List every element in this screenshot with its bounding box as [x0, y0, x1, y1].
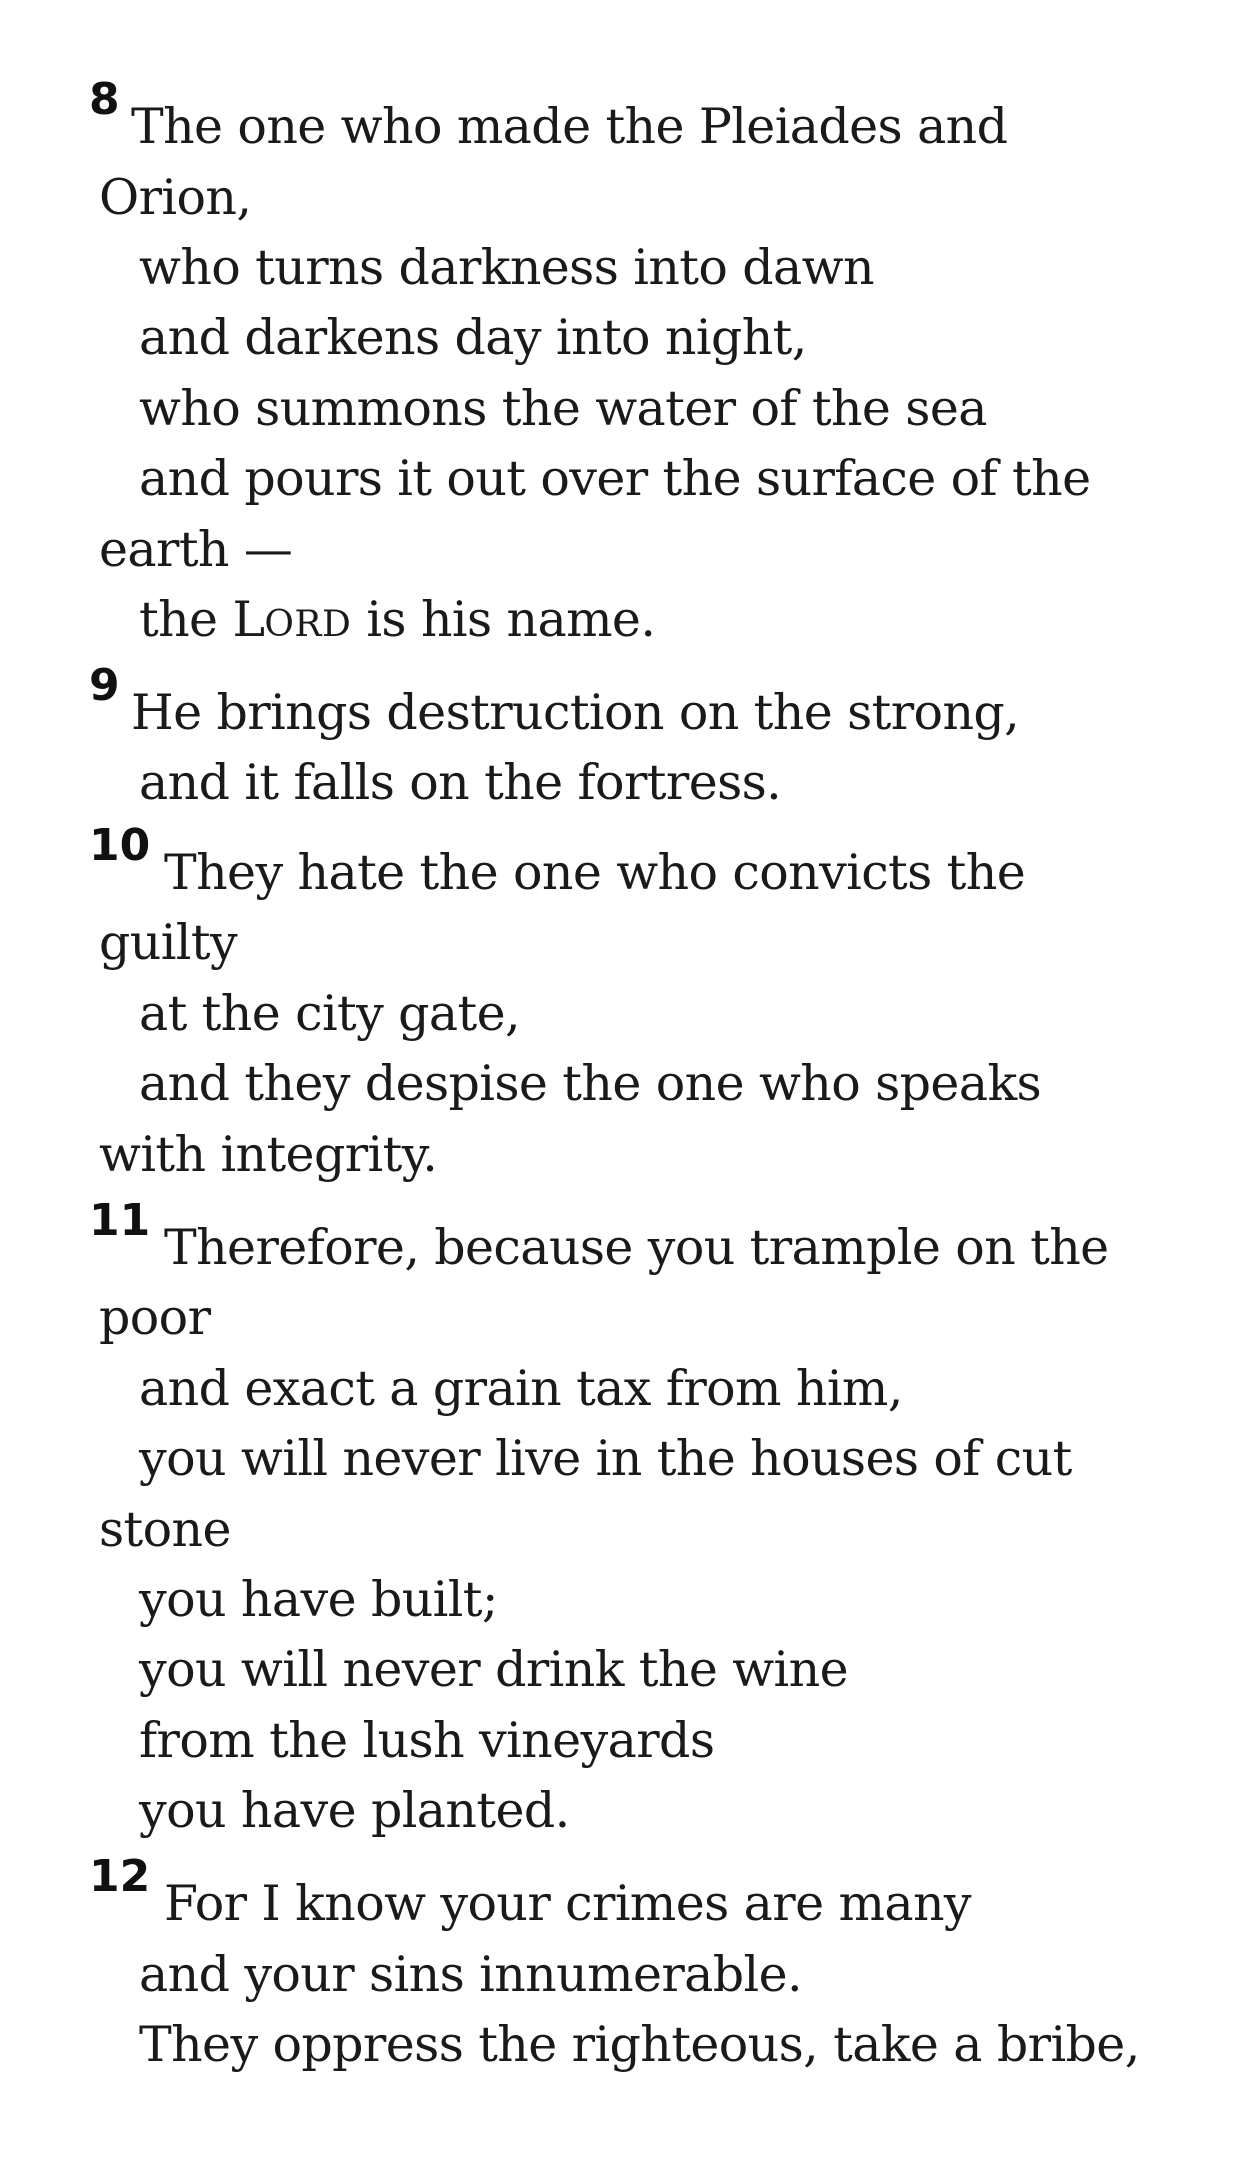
- verse-9-line-1: He brings destruction on the strong,: [131, 684, 1020, 741]
- verse-11-line-1: Therefore, because you trample on the: [164, 1219, 1109, 1276]
- verse-11-line-2: poor: [99, 1289, 211, 1346]
- verse-8-line-1: The one who made the Pleiades and: [131, 98, 1008, 155]
- verse-10-line-2: guilty: [99, 914, 238, 971]
- verse-11-line-5: stone: [99, 1501, 231, 1558]
- verse-11-line-9: you have planted.: [139, 1782, 570, 1839]
- verse-12-line-2: and your sins innumerable.: [139, 1946, 803, 2003]
- verse-number-9: 9: [89, 660, 120, 711]
- verse-number-12: 12: [89, 1851, 151, 1902]
- verse-10-line-4: and they despise the one who speaks: [139, 1055, 1042, 1112]
- verse-11-line-8: from the lush vineyards: [139, 1712, 715, 1769]
- verse-11-line-6: you have built;: [139, 1571, 498, 1628]
- verse-8-line-8-pre: the: [139, 591, 233, 648]
- lord-small-caps-rest: ORD: [264, 604, 352, 645]
- verse-number-8: 8: [89, 74, 120, 125]
- verse-12-line-1: For I know your crimes are many: [164, 1875, 972, 1932]
- verse-8-line-7: earth —: [99, 521, 293, 578]
- verse-8-line-5: who summons the water of the sea: [139, 380, 987, 437]
- verse-11-line-4: you will never live in the houses of cut: [139, 1430, 1072, 1487]
- verse-10-line-3: at the city gate,: [139, 985, 521, 1042]
- lord-small-caps-initial: L: [232, 591, 265, 648]
- verse-12-line-3: They oppress the righteous, take a bribe,: [139, 2016, 1140, 2073]
- verse-8-line-6: and pours it out over the surface of the: [139, 450, 1091, 507]
- verse-number-10: 10: [89, 820, 151, 871]
- verse-8-line-2: Orion,: [99, 169, 252, 226]
- verse-9-line-2: and it falls on the fortress.: [139, 754, 782, 811]
- verse-11-line-7: you will never drink the wine: [139, 1641, 848, 1698]
- verse-8-line-3: who turns darkness into dawn: [139, 239, 874, 296]
- verse-11-line-3: and exact a grain tax from him,: [139, 1360, 903, 1417]
- verse-10-line-1: They hate the one who convicts the: [164, 844, 1026, 901]
- verse-8-line-8-post: is his name.: [351, 591, 656, 648]
- verse-8-line-4: and darkens day into night,: [139, 309, 807, 366]
- verse-number-11: 11: [89, 1195, 151, 1246]
- verse-10-line-5: with integrity.: [99, 1126, 438, 1183]
- verse-8-line-8: [139, 590, 655, 655]
